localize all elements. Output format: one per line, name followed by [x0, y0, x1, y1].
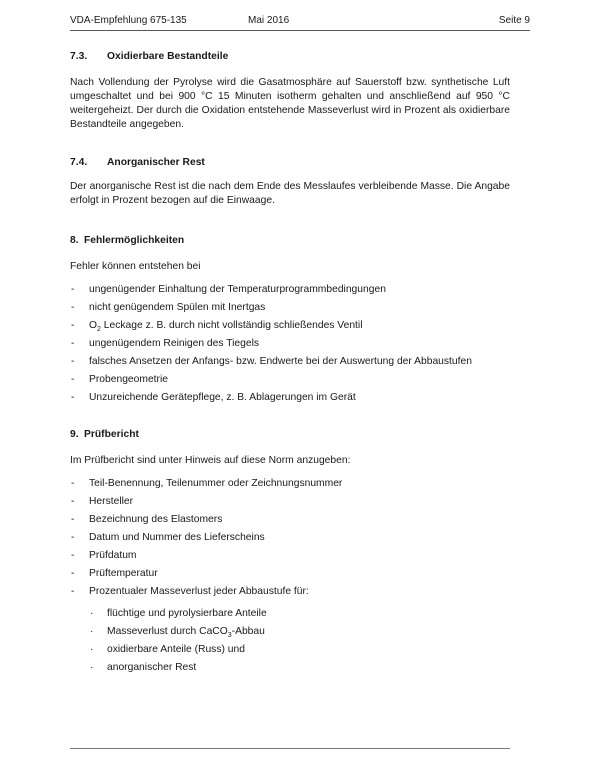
- list-item-text: falsches Ansetzen der Anfangs- bzw. Endwerte bei der Auswertung der Abbaustufen: [89, 356, 472, 367]
- list-item-text: nicht genügendem Spülen mit Inertgas: [89, 302, 266, 313]
- section-intro: Fehler können entstehen bei: [70, 261, 201, 272]
- report-sublist: [70, 607, 510, 679]
- sublist-item-text: anorganischer Rest: [107, 662, 197, 673]
- dash-marker: -: [71, 374, 75, 385]
- section-paragraph: Der anorganische Rest ist die nach dem Ende des Messlaufes verbleibende Masse. Die Angabe erfolgt in Prozent bezogen auf die Einwaage.: [70, 181, 510, 206]
- list-item: [70, 513, 510, 531]
- header-doc-id: VDA-Empfehlung 675-135: [70, 15, 187, 26]
- dash-marker: -: [71, 302, 75, 313]
- dash-marker: -: [71, 356, 75, 367]
- section-number: 7.4.: [70, 157, 88, 168]
- document-body: [70, 50, 510, 679]
- sublist-item-text: [107, 626, 265, 640]
- list-item-text: Unzureichende Gerätepflege, z. B. Ablagerungen im Gerät: [89, 392, 356, 403]
- dot-marker: ·: [90, 644, 94, 655]
- text-part: O: [89, 320, 98, 331]
- section-heading: [70, 50, 510, 64]
- section-7-3: [70, 50, 510, 132]
- subscript: 2: [97, 326, 101, 334]
- section-heading: [70, 156, 510, 170]
- dash-marker: -: [71, 496, 75, 507]
- report-list: [70, 477, 510, 603]
- section-9: [70, 428, 510, 679]
- sublist-item: [70, 643, 510, 661]
- section-title: Fehlermöglichkeiten: [84, 235, 185, 246]
- dash-marker: -: [71, 284, 75, 295]
- dash-marker: -: [71, 514, 75, 525]
- error-list: [70, 283, 510, 409]
- section-number: 9.: [70, 429, 79, 440]
- dash-marker: -: [71, 568, 75, 579]
- text-part: Leckage z. B. durch nicht vollständig schließendes Ventil: [100, 320, 363, 331]
- list-item: [70, 549, 510, 567]
- list-item: [70, 477, 510, 495]
- section-heading: [70, 234, 510, 248]
- dash-marker: -: [71, 478, 75, 489]
- list-item-text: ungenügendem Reinigen des Tiegels: [89, 338, 260, 349]
- list-item-text: Prozentualer Masseverlust jeder Abbaustufe für:: [89, 586, 309, 597]
- dash-marker: -: [71, 550, 75, 561]
- list-item: [70, 531, 510, 549]
- list-item-text: [89, 320, 363, 334]
- section-title: Oxidierbare Bestandteile: [107, 51, 229, 62]
- section-number: 7.3.: [70, 51, 88, 62]
- list-item: [70, 585, 510, 603]
- dot-marker: ·: [90, 662, 94, 673]
- list-item: [70, 495, 510, 513]
- dash-marker: -: [71, 532, 75, 543]
- sublist-item: [70, 661, 510, 679]
- list-item-text: Datum und Nummer des Lieferscheins: [89, 532, 265, 543]
- dash-marker: -: [71, 392, 75, 403]
- sublist-item-text: oxidierbare Anteile (Russ) und: [107, 644, 245, 655]
- sublist-item: [70, 607, 510, 625]
- dash-marker: -: [71, 338, 75, 349]
- section-title: Prüfbericht: [84, 429, 139, 440]
- list-item-text: Teil-Benennung, Teilenummer oder Zeichnungsnummer: [89, 478, 343, 489]
- list-item: [70, 283, 510, 301]
- list-item: [70, 337, 510, 355]
- section-intro: Im Prüfbericht sind unter Hinweis auf diese Norm anzugeben:: [70, 455, 351, 466]
- section-number: 8.: [70, 235, 79, 246]
- list-item-text: Bezeichnung des Elastomers: [89, 514, 223, 525]
- header-page-number: Seite 9: [498, 15, 530, 26]
- list-item: [70, 373, 510, 391]
- section-8: [70, 234, 510, 409]
- section-title: Anorganischer Rest: [107, 157, 205, 168]
- section-paragraph: Nach Vollendung der Pyrolyse wird die Gasatmosphäre auf Sauerstoff bzw. synthetische Luft umgeschaltet und bei 900 °C 15 Minuten isotherm gehalten und anschließend auf 950 °C weitergeheizt. Der durch die Oxidation entstehende Masseverlust wird in Prozent als oxidierbare Bestandteile angegeben.: [70, 77, 510, 130]
- dot-marker: ·: [90, 608, 94, 619]
- list-item: [70, 301, 510, 319]
- sublist-item-text: flüchtige und pyrolysierbare Anteile: [107, 608, 267, 619]
- list-item-text: Prüftemperatur: [89, 568, 158, 579]
- list-item: [70, 391, 510, 409]
- page-header: [70, 14, 530, 31]
- list-item: [70, 355, 510, 373]
- text-part: -Abbau: [231, 626, 265, 637]
- list-item-text: ungenügender Einhaltung der Temperaturprogrammbedingungen: [89, 284, 386, 295]
- list-item-text: Hersteller: [89, 496, 134, 507]
- dash-marker: -: [71, 320, 75, 331]
- sublist-item: [70, 625, 510, 643]
- list-item-text: Prüfdatum: [89, 550, 137, 561]
- section-heading: [70, 428, 510, 442]
- text-part: Masseverlust durch CaCO: [107, 626, 228, 637]
- header-date: Mai 2016: [248, 15, 290, 26]
- list-item: [70, 567, 510, 585]
- dash-marker: -: [71, 586, 75, 597]
- section-7-4: [70, 156, 510, 208]
- footer-divider: [70, 748, 510, 749]
- dot-marker: ·: [90, 626, 94, 637]
- subscript: 3: [227, 632, 232, 640]
- list-item: [70, 319, 510, 337]
- list-item-text: Probengeometrie: [89, 374, 168, 385]
